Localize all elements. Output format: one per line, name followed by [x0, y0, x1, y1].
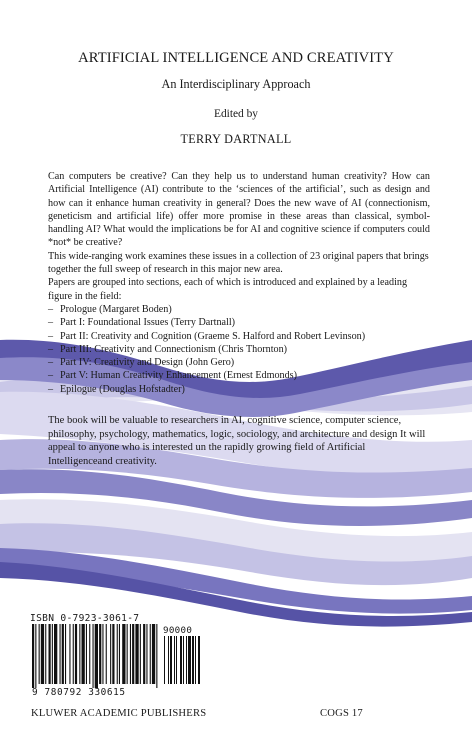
section-list [48, 303, 430, 396]
list-dash: – [48, 330, 54, 342]
list-item [48, 316, 430, 329]
list-dash: – [48, 383, 54, 395]
book-subtitle: An Interdisciplinary Approach [161, 77, 311, 91]
list-dash: – [48, 343, 54, 355]
list-item-text: Part I: Foundational Issues (Terry Dartnall) [60, 317, 236, 329]
list-item-text: Part III: Creativity and Connectionism (Chris Thornton) [60, 343, 288, 355]
book-title: ARTIFICIAL INTELLIGENCE AND CREATIVITY [78, 50, 394, 66]
publisher-name: KLUWER ACADEMIC PUBLISHERS [31, 708, 207, 719]
list-dash: – [48, 317, 54, 329]
list-item-text: Part IV: Creativity and Design (John Gero) [60, 357, 235, 369]
list-item-text: Part V: Human Creativity Enhancement (Ernest Edmonds) [60, 370, 297, 382]
list-item-text: Epilogue (Douglas Hofstadter) [60, 383, 185, 395]
list-dash: – [48, 303, 54, 315]
blurb-paragraph-3: Papers are grouped into sections, each of which is introduced and explained by a leading figure in the field: [48, 277, 408, 302]
blurb [48, 170, 430, 396]
edited-by-label: Edited by [214, 108, 258, 120]
list-item-text: Prologue (Margaret Boden) [60, 303, 172, 315]
editor-name: TERRY DARTNALL [180, 132, 292, 146]
list-item-text: Part II: Creativity and Cognition (Graeme S. Halford and Robert Levinson) [60, 330, 366, 342]
blurb-paragraph-2: This wide-ranging work examines these issues in a collection of 23 original papers that brings together the full sweep of research in this major new area. [48, 250, 429, 276]
list-item [48, 383, 430, 396]
barcode-addon-number: 90000 [163, 625, 193, 636]
list-dash: – [48, 370, 54, 382]
blurb-paragraph-1: Can computers be creative? Can they help us to understand human creativity? How can Artificial Intelligence (AI) contribute to the ‘sciences of the artificial’, such as design and how can it enhance human creativity in general? Does the new wave of AI (connectionism, geneticism and artificial life) offer more promise in these areas than classical, symbol-handling AI? What would the implications be for AI and cognitive science if computers could *not* be creative? [48, 171, 430, 249]
barcode-bars [30, 624, 202, 688]
barcode-block [30, 613, 202, 703]
list-dash: – [48, 357, 54, 369]
list-item [48, 356, 430, 369]
list-item [48, 303, 430, 316]
isbn-label: ISBN 0-7923-3061-7 [30, 613, 140, 624]
barcode-number: 9 780792 330615 [32, 687, 126, 698]
closing-paragraph: The book will be valuable to researchers in AI, cognitive science, computer science, philosophy, psychology, mathematics, logic, sociology, and architecture and design It will appeal to anyone who is interested un the rapidly growing field of Artificial Intelligenceand creativity. [48, 415, 426, 467]
list-item [48, 330, 430, 343]
series-number: COGS 17 [320, 708, 363, 719]
list-item [48, 343, 430, 356]
list-item [48, 369, 430, 382]
